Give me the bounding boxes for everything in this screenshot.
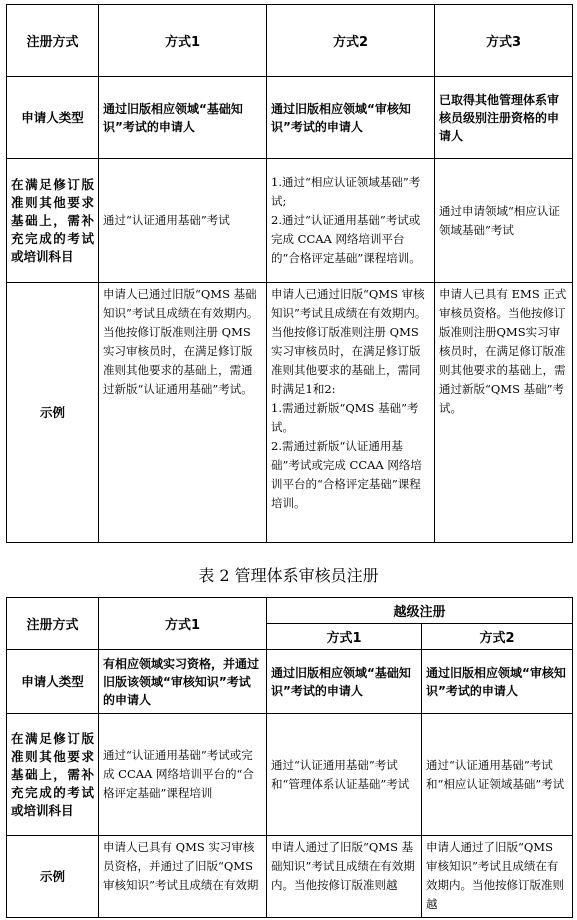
- table-caption: 表 2 管理体系审核员注册: [198, 566, 379, 585]
- table-row: [7, 714, 573, 836]
- table-cell: 通过“认证通用基础”考试: [99, 159, 267, 283]
- row-label: 示例: [7, 836, 99, 918]
- table-cell: 通过旧版相应领域“基础知识”考试的申请人: [267, 650, 422, 714]
- row-label: 在满足修订版准则其他要求基础上，需补充完成的考试或培训科目: [7, 159, 99, 283]
- row-label: 在满足修订版准则其他要求基础上，需补充完成的考试或培训科目: [7, 714, 99, 836]
- table-cell: 1.通过“相应认证领域基础”考试; 2.通过“认证通用基础”考试或完成 CCAA 网络培训平台的“合格评定基础”课程培训。: [267, 159, 435, 283]
- table-cell: 申请人已具有 EMS 正式审核员资格。当他按修订版准则注册QMS实习审核员时，在满足修订版准则其他要求的基础上，需通过新版“QMS 基础”考试。: [435, 283, 573, 543]
- table-cell: 有相应领域实习资格，并通过旧版该领域“审核知识”考试的申请人: [99, 650, 267, 714]
- table-row: [7, 836, 573, 918]
- table-cell: 通过申请领域“相应认证领域基础”考试: [435, 159, 573, 283]
- table-cell: 通过旧版相应领域“基础知识”考试的申请人: [99, 77, 267, 159]
- table-cell: 申请人已通过旧版“QMS 审核知识”考试且成绩在有效期内。当他按修订版准则注册 QMS 实习审核员时，在满足修订版准则其他要求的基础上，需同时满足1和2: 1.需通过新版“QMS 基础”考试。 2.需通过新版“认证通用基础”考试或完成 CCAA 网络培训平台的“合格评定基础”课程培训。: [267, 283, 435, 543]
- header-cell: 方式1: [99, 5, 267, 77]
- header-cell: 注册方式: [7, 5, 99, 77]
- header-group-cell: 越级注册: [267, 598, 573, 624]
- table-header-row: [7, 598, 573, 624]
- table-row: [7, 650, 573, 714]
- table-cell: 通过“认证通用基础”考试或完成 CCAA 网络培训平台的“合格评定基础”课程培训: [99, 714, 267, 836]
- table-row: [7, 283, 573, 543]
- registration-table-2: [6, 597, 573, 918]
- header-cell: 方式2: [422, 624, 573, 650]
- registration-table-1: [6, 4, 573, 543]
- table-cell: 通过“认证通用基础”考试和“相应认证领域基础”考试: [422, 714, 573, 836]
- row-label: 申请人类型: [7, 77, 99, 159]
- table-cell: 通过旧版相应领域“审核知识”考试的申请人: [267, 77, 435, 159]
- header-cell: 注册方式: [7, 598, 99, 650]
- table-cell: 已取得其他管理体系审核员级别注册资格的申请人: [435, 77, 573, 159]
- table-cell: 通过“认证通用基础”考试和“管理体系认证基础”考试: [267, 714, 422, 836]
- header-cell: 方式1: [99, 598, 267, 650]
- table-header-row: [7, 5, 573, 77]
- row-label: 示例: [7, 283, 99, 543]
- table-cell: 申请人已通过旧版“QMS 基础知识”考试且成绩在有效期内。当他按修订版准则注册 QMS 实习审核员时，在满足修订版准则其他要求的基础上，需通过新版“认证通用基础”考试。: [99, 283, 267, 543]
- table-row: [7, 77, 573, 159]
- table-cell: 申请人通过了旧版“QMS 审核知识”考试且成绩在有效期内。当他按修订版准则越: [422, 836, 573, 918]
- row-label: 申请人类型: [7, 650, 99, 714]
- table-row: [7, 159, 573, 283]
- table-cell: 通过旧版相应领域“审核知识”考试的申请人: [422, 650, 573, 714]
- header-cell: 方式2: [267, 5, 435, 77]
- header-cell: 方式1: [267, 624, 422, 650]
- header-cell: 方式3: [435, 5, 573, 77]
- table-cell: 申请人已具有 QMS 实习审核员资格，并通过了旧版“QMS 审核知识”考试且成绩在有效期: [99, 836, 267, 918]
- table-cell: 申请人通过了旧版“QMS 基础知识”考试且成绩在有效期内。当他按修订版准则越: [267, 836, 422, 918]
